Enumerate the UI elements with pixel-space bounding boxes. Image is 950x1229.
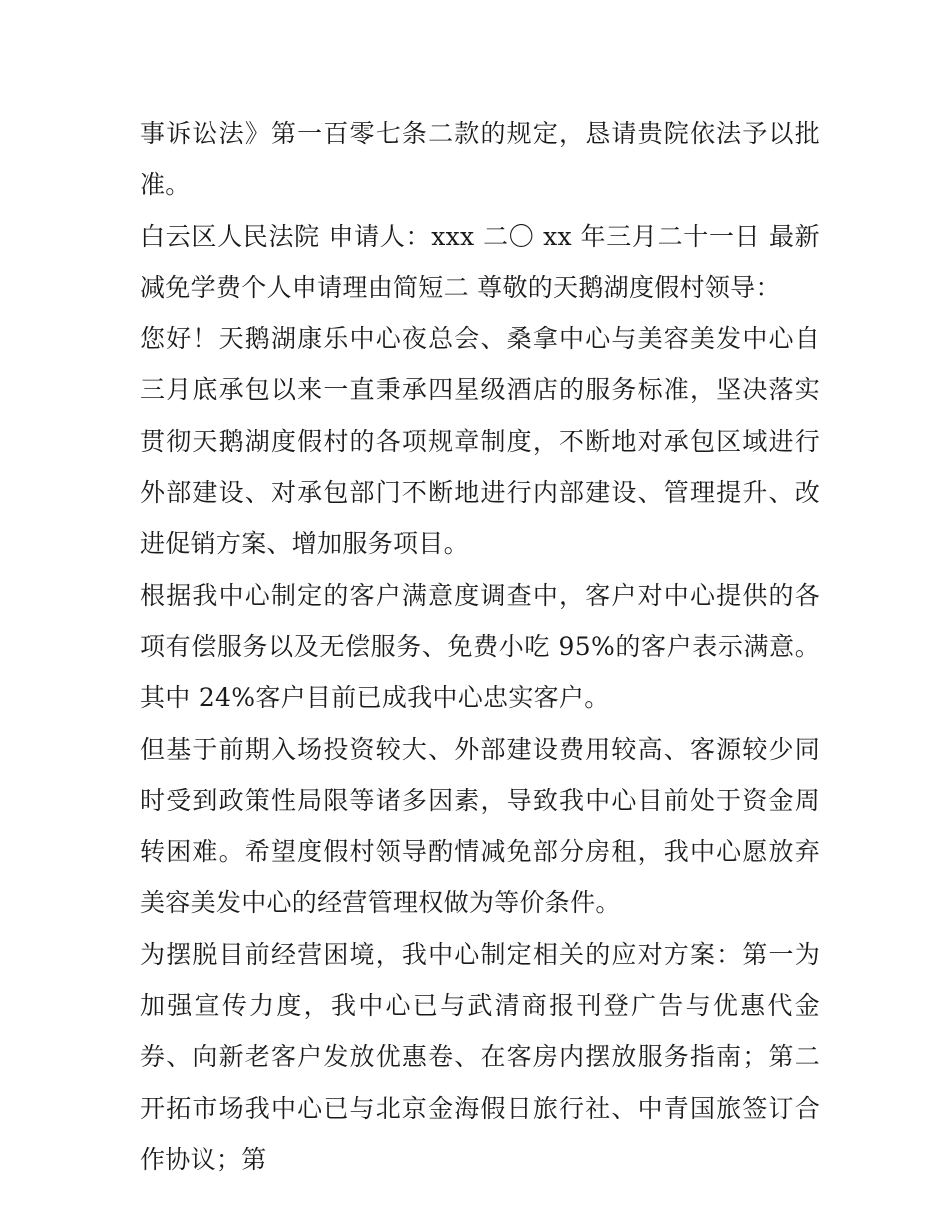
document-body: [140, 108, 820, 1185]
paragraph-financial-difficulty: 但基于前期入场投资较大、外部建设费用较高、客源较少同时受到政策性局限等诸多因素，导致我中心目前处于资金周转困难。希望度假村领导酌情减免部分房租，我中心愿放弃美容美发中心的经营管理权做为等价条件。: [140, 734, 820, 918]
paragraph-greeting-intro: 您好！天鹅湖康乐中心夜总会、桑拿中心与美容美发中心自三月底承包以来一直秉承四星级酒店的服务标准，坚决落实贯彻天鹅湖度假村的各项规章制度，不断地对承包区域进行外部建设、对承包部门不断地进行内部建设、管理提升、改进促销方案、增加服务项目。: [140, 324, 820, 559]
paragraph-satisfaction-survey: 根据我中心制定的客户满意度调查中，客户对中心提供的各项有偿服务以及无偿服务、免费小吃 95%的客户表示满意。其中 24%客户目前已成我中心忠实客户。: [140, 580, 820, 713]
paragraph-response-plan: 为摆脱目前经营困境，我中心制定相关的应对方案：第一为加强宣传力度，我中心已与武清商报刊登广告与优惠代金券、向新老客户发放优惠卷、在客房内摆放服务指南；第二开拓市场我中心已与北京金海假日旅行社、中青国旅签订合作协议；第: [140, 939, 820, 1174]
paragraph-court-request-end: 事诉讼法》第一百零七条二款的规定，恳请贵院依法予以批准。: [140, 119, 820, 200]
paragraph-signature-and-title: 白云区人民法院 申请人：xxx 二〇 xx 年三月二十一日 最新减免学费个人申请理由简短二 尊敬的天鹅湖度假村领导：: [140, 221, 820, 302]
